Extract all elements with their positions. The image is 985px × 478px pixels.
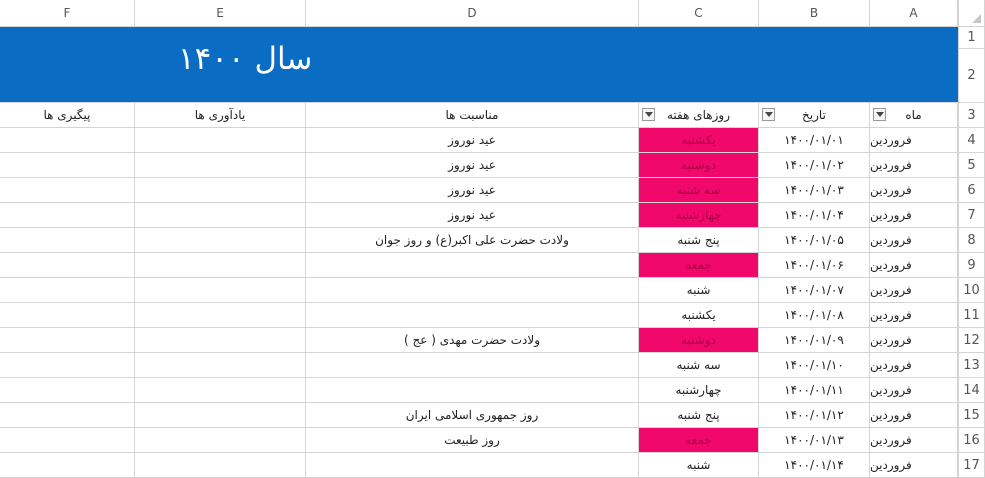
followup-cell[interactable]	[0, 178, 135, 203]
weekday-cell-text: چهارشنبه	[675, 208, 722, 222]
weekday-cell-text: دوشنبه	[681, 158, 716, 172]
date-cell-text: ۱۴۰۰/۰۱/۱۳	[784, 433, 844, 447]
reminder-cell[interactable]	[135, 178, 306, 203]
occasion-cell[interactable]	[306, 328, 639, 353]
weekday-cell[interactable]	[639, 203, 759, 228]
column-letter: E	[216, 6, 224, 20]
month-cell[interactable]	[870, 403, 958, 428]
occasion-cell[interactable]	[306, 403, 639, 428]
date-cell[interactable]	[759, 228, 870, 253]
occasion-cell-text: ولادت حضرت مهدی ( عج )	[403, 333, 540, 347]
table-row	[0, 453, 985, 478]
table-row	[0, 353, 985, 378]
header-reminders[interactable]	[135, 103, 306, 128]
weekday-cell-text: پنج شنبه	[677, 408, 720, 422]
followup-cell[interactable]	[0, 303, 135, 328]
followup-cell[interactable]	[0, 428, 135, 453]
header-month-label: ماه	[905, 108, 922, 122]
header-weekdays[interactable]	[639, 103, 759, 128]
table-row	[0, 328, 985, 353]
header-date-label: تاریخ	[802, 108, 826, 122]
date-cell[interactable]	[759, 403, 870, 428]
date-cell-text: ۱۴۰۰/۰۱/۱۱	[784, 383, 844, 397]
occasion-cell-text: روز جمهوری اسلامی ایران	[405, 408, 539, 422]
month-cell[interactable]	[870, 353, 958, 378]
row-header-9[interactable]	[958, 253, 985, 278]
occasion-cell-text: عید نوروز	[448, 158, 496, 172]
reminder-cell[interactable]	[135, 228, 306, 253]
occasion-cell[interactable]	[306, 353, 639, 378]
weekday-cell-text: سه شنبه	[676, 183, 721, 197]
month-cell-text: فروردین	[870, 158, 912, 172]
occasion-cell[interactable]	[306, 128, 639, 153]
date-cell-text: ۱۴۰۰/۰۱/۰۷	[784, 283, 844, 297]
followup-cell[interactable]	[0, 228, 135, 253]
table-row	[0, 228, 985, 253]
select-all-corner[interactable]	[958, 0, 985, 27]
title-banner[interactable]	[0, 27, 958, 103]
occasion-cell[interactable]	[306, 378, 639, 403]
occasion-cell[interactable]	[306, 278, 639, 303]
row-header-6[interactable]	[958, 178, 985, 203]
header-followups-label: پیگیری ها	[43, 108, 91, 122]
month-cell-text: فروردین	[870, 408, 912, 422]
occasion-cell[interactable]	[306, 453, 639, 478]
column-header-f[interactable]	[0, 0, 135, 27]
month-cell[interactable]	[870, 278, 958, 303]
row-number: 6	[967, 182, 976, 198]
occasion-cell-text: عید نوروز	[448, 133, 496, 147]
table-row	[0, 378, 985, 403]
header-month[interactable]	[870, 103, 958, 128]
date-cell-text: ۱۴۰۰/۰۱/۱۲	[784, 408, 844, 422]
row-number: 16	[963, 432, 980, 448]
month-cell-text: فروردین	[870, 458, 912, 472]
row-number: 11	[963, 307, 980, 323]
column-letter: A	[909, 6, 918, 20]
weekday-cell[interactable]	[639, 228, 759, 253]
table-row	[0, 128, 985, 153]
row-number: 3	[967, 107, 976, 123]
row-header-17[interactable]	[958, 453, 985, 478]
column-letter: F	[63, 6, 71, 20]
weekday-cell-text: پنج شنبه	[677, 233, 720, 247]
followup-cell[interactable]	[0, 203, 135, 228]
month-cell[interactable]	[870, 228, 958, 253]
month-cell-text: فروردین	[870, 208, 912, 222]
month-cell[interactable]	[870, 453, 958, 478]
column-letter: C	[694, 6, 703, 20]
occasion-cell-text: عید نوروز	[448, 183, 496, 197]
date-cell-text: ۱۴۰۰/۰۱/۰۵	[784, 233, 844, 247]
occasion-cell[interactable]	[306, 303, 639, 328]
month-cell[interactable]	[870, 178, 958, 203]
row-number: 2	[967, 68, 976, 83]
reminder-cell[interactable]	[135, 128, 306, 153]
date-cell[interactable]	[759, 328, 870, 353]
month-cell[interactable]	[870, 203, 958, 228]
row-header-15[interactable]	[958, 403, 985, 428]
column-header-d[interactable]	[306, 0, 639, 27]
followup-cell[interactable]	[0, 378, 135, 403]
column-header-c[interactable]	[639, 0, 759, 27]
row-header-8[interactable]	[958, 228, 985, 253]
reminder-cell[interactable]	[135, 353, 306, 378]
header-date[interactable]	[759, 103, 870, 128]
select-all-triangle-icon	[972, 14, 981, 23]
month-cell[interactable]	[870, 153, 958, 178]
reminder-cell[interactable]	[135, 453, 306, 478]
occasion-cell[interactable]	[306, 428, 639, 453]
month-cell[interactable]	[870, 128, 958, 153]
row-header-7[interactable]	[958, 203, 985, 228]
followup-cell[interactable]	[0, 403, 135, 428]
column-header-a[interactable]	[870, 0, 958, 27]
row-number: 9	[967, 257, 976, 273]
header-occasions-label: مناسبت ها	[445, 108, 499, 122]
reminder-cell[interactable]	[135, 303, 306, 328]
weekday-cell-text: سه شنبه	[676, 358, 721, 372]
date-cell-text: ۱۴۰۰/۰۱/۰۹	[784, 333, 844, 347]
table-row	[0, 178, 985, 203]
banner-title: سال ۱۴۰۰	[178, 41, 313, 77]
table-row	[0, 428, 985, 453]
row-header-2[interactable]	[958, 49, 985, 103]
month-cell[interactable]	[870, 253, 958, 278]
table-row	[0, 153, 985, 178]
filter-dropdown-icon[interactable]	[642, 108, 655, 121]
column-header-row	[0, 0, 985, 27]
reminder-cell[interactable]	[135, 378, 306, 403]
row-header-1[interactable]	[958, 27, 985, 49]
reminder-cell[interactable]	[135, 328, 306, 353]
row-number: 12	[963, 332, 980, 348]
date-cell-text: ۱۴۰۰/۰۱/۰۸	[784, 308, 844, 322]
weekday-cell[interactable]	[639, 178, 759, 203]
row-header-13[interactable]	[958, 353, 985, 378]
header-weekdays-label: روزهای هفته	[666, 108, 731, 122]
weekday-cell-text: جمعه	[685, 258, 712, 272]
occasion-cell[interactable]	[306, 228, 639, 253]
reminder-cell[interactable]	[135, 253, 306, 278]
date-cell-text: ۱۴۰۰/۰۱/۱۴	[784, 458, 844, 472]
reminder-cell[interactable]	[135, 153, 306, 178]
table-row	[0, 278, 985, 303]
occasion-cell[interactable]	[306, 253, 639, 278]
date-cell[interactable]	[759, 278, 870, 303]
weekday-cell-text: دوشنبه	[681, 333, 716, 347]
row-number: 8	[967, 232, 976, 248]
row-number: 17	[963, 457, 980, 473]
occasion-cell-text: روز طبیعت	[444, 433, 500, 447]
date-cell[interactable]	[759, 178, 870, 203]
header-followups[interactable]	[0, 103, 135, 128]
month-cell-text: فروردین	[870, 283, 912, 297]
month-cell-text: فروردین	[870, 433, 912, 447]
weekday-cell-text: جمعه	[685, 433, 712, 447]
followup-cell[interactable]	[0, 453, 135, 478]
month-cell-text: فروردین	[870, 308, 912, 322]
month-cell-text: فروردین	[870, 333, 912, 347]
weekday-cell-text: شنبه	[686, 458, 711, 472]
month-cell-text: فروردین	[870, 358, 912, 372]
reminder-cell[interactable]	[135, 278, 306, 303]
reminder-cell[interactable]	[135, 428, 306, 453]
weekday-cell[interactable]	[639, 278, 759, 303]
weekday-cell[interactable]	[639, 353, 759, 378]
date-cell[interactable]	[759, 203, 870, 228]
date-cell[interactable]	[759, 428, 870, 453]
row-number: 13	[963, 357, 980, 373]
row-header-3[interactable]	[958, 103, 985, 128]
month-cell[interactable]	[870, 428, 958, 453]
followup-cell[interactable]	[0, 328, 135, 353]
weekday-cell[interactable]	[639, 153, 759, 178]
column-letter: D	[467, 6, 477, 20]
weekday-cell-text: یکشنبه	[681, 308, 716, 322]
row-header-16[interactable]	[958, 428, 985, 453]
date-cell[interactable]	[759, 303, 870, 328]
weekday-cell-text: یکشنبه	[681, 133, 716, 147]
table-row	[0, 253, 985, 278]
row-header-5[interactable]	[958, 153, 985, 178]
weekday-cell[interactable]	[639, 378, 759, 403]
weekday-cell[interactable]	[639, 253, 759, 278]
row-header-10[interactable]	[958, 278, 985, 303]
table-row	[0, 203, 985, 228]
month-cell-text: فروردین	[870, 183, 912, 197]
column-letter: B	[809, 6, 819, 20]
occasion-cell-text: ولادت حضرت علی اکبر(ع) و روز جوان	[375, 233, 569, 247]
month-cell[interactable]	[870, 378, 958, 403]
weekday-cell[interactable]	[639, 303, 759, 328]
occasion-cell[interactable]	[306, 178, 639, 203]
column-header-b[interactable]	[759, 0, 870, 27]
date-cell-text: ۱۴۰۰/۰۱/۰۶	[784, 258, 844, 272]
date-cell-text: ۱۴۰۰/۰۱/۰۲	[784, 158, 844, 172]
month-cell-text: فروردین	[870, 258, 912, 272]
row-header-11[interactable]	[958, 303, 985, 328]
column-header-e[interactable]	[135, 0, 306, 27]
date-cell[interactable]	[759, 353, 870, 378]
row-number: 7	[967, 207, 976, 223]
date-cell-text: ۱۴۰۰/۰۱/۰۱	[784, 133, 844, 147]
date-cell[interactable]	[759, 453, 870, 478]
occasion-cell-text: عید نوروز	[448, 208, 496, 222]
filter-dropdown-icon[interactable]	[762, 108, 775, 121]
header-reminders-label: یادآوری ها	[194, 108, 246, 122]
header-occasions[interactable]	[306, 103, 639, 128]
row-number: 10	[963, 282, 980, 298]
followup-cell[interactable]	[0, 278, 135, 303]
date-cell[interactable]	[759, 253, 870, 278]
row-number: 15	[963, 407, 980, 423]
weekday-cell[interactable]	[639, 403, 759, 428]
month-cell-text: فروردین	[870, 233, 912, 247]
followup-cell[interactable]	[0, 153, 135, 178]
row-number: 4	[967, 132, 976, 148]
table-row	[0, 403, 985, 428]
date-cell-text: ۱۴۰۰/۰۱/۰۳	[784, 183, 844, 197]
weekday-cell-text: شنبه	[686, 283, 711, 297]
reminder-cell[interactable]	[135, 203, 306, 228]
date-cell[interactable]	[759, 128, 870, 153]
table-row	[0, 303, 985, 328]
month-cell-text: فروردین	[870, 133, 912, 147]
row-number: 5	[967, 157, 976, 173]
weekday-cell[interactable]	[639, 453, 759, 478]
month-cell[interactable]	[870, 303, 958, 328]
row-header-12[interactable]	[958, 328, 985, 353]
month-cell[interactable]	[870, 328, 958, 353]
sheet-row-3	[0, 103, 985, 128]
month-cell-text: فروردین	[870, 383, 912, 397]
followup-cell[interactable]	[0, 253, 135, 278]
followup-cell[interactable]	[0, 128, 135, 153]
row-header-14[interactable]	[958, 378, 985, 403]
date-cell-text: ۱۴۰۰/۰۱/۱۰	[784, 358, 844, 372]
row-number: 1	[967, 30, 976, 45]
row-number: 14	[963, 382, 980, 398]
weekday-cell[interactable]	[639, 128, 759, 153]
date-cell[interactable]	[759, 153, 870, 178]
reminder-cell[interactable]	[135, 403, 306, 428]
followup-cell[interactable]	[0, 353, 135, 378]
occasion-cell[interactable]	[306, 203, 639, 228]
date-cell[interactable]	[759, 378, 870, 403]
filter-dropdown-icon[interactable]	[873, 108, 886, 121]
date-cell-text: ۱۴۰۰/۰۱/۰۴	[784, 208, 844, 222]
weekday-cell[interactable]	[639, 428, 759, 453]
row-header-4[interactable]	[958, 128, 985, 153]
weekday-cell[interactable]	[639, 328, 759, 353]
weekday-cell-text: چهارشنبه	[675, 383, 722, 397]
occasion-cell[interactable]	[306, 153, 639, 178]
